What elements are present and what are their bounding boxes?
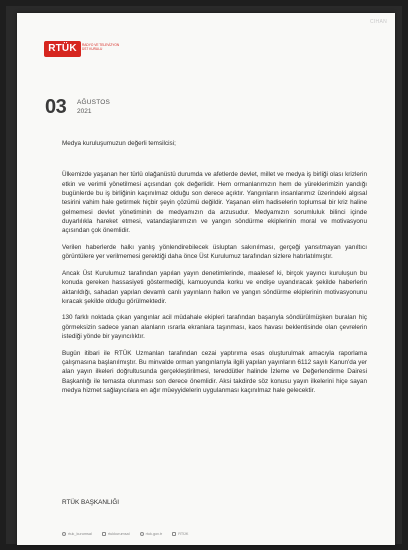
footer-youtube-text: RTÜK	[178, 532, 189, 536]
footer-youtube	[172, 532, 188, 536]
letter-page	[17, 13, 395, 545]
paragraph-2: Verilen haberlerde halkı yanlış yönlendirebilecek üsluptan sakınılması, gerçeği yansıtmayan yanıltıcı görüntülere yer verilmemesi gerektiği daha önce Üst Kurulumuz tarafından sizlere hatırlatılmıştır.	[62, 243, 367, 261]
footer-twitter-text: rtuk_kurumsal	[68, 532, 92, 536]
youtube-icon	[172, 532, 176, 536]
date-year: 2021	[77, 108, 92, 115]
date-day: 03	[45, 96, 67, 118]
rtuk-logo: RTÜK	[44, 41, 81, 57]
paragraph-3: Ancak Üst Kurulumuz tarafından yapılan yayın denetimlerinde, maalesef ki, birçok yayıncı kuruluşun bu konuda gereken hassasiyeti göstermediği, kamuoyunda korku ve endişe uyandıracak şekilde haberlerin aktarıldığı, sahadan yapılan devamlı canlı yayınların halkın ve yangın söndürme ekiplerinin motivasyonunu kıracak şekilde olduğu görülmektedir.	[62, 269, 367, 305]
salutation: Medya kuruluşumuzun değerli temsilcisi;	[62, 140, 176, 147]
footer-contacts	[62, 532, 188, 536]
document-viewer	[6, 6, 402, 544]
watermark: CIHAN	[369, 19, 387, 25]
footer-website	[140, 532, 163, 536]
instagram-icon	[102, 532, 106, 536]
letter-body	[62, 139, 367, 403]
twitter-icon	[62, 532, 66, 536]
date-month: AĞUSTOS	[77, 99, 111, 106]
logo-subtitle: RADYO VE TELEVİZYON ÜST KURULU	[82, 43, 120, 51]
footer-twitter	[62, 532, 92, 536]
paragraph-1: Ülkemizde yaşanan her türlü olağanüstü durumda ve afetlerde devlet, millet ve medya iş birliği olası krizlerin etkin ve verimli yönetilmesi açısından çok değerlidir. Hem ormanlarımızın hem de yüreklerimizin yandığı bugünlerde bu iş birliğinin kaçınılmaz olduğu son derece açıktır. Yangınların insanlarımız üzerindeki algısal tesirini vahim hale getirmek hiçbir şeyin çözümü değildir. Yaşanan elim hadiselerin toplumsal bir kriz haline gelmemesi devlet yönetiminin de medyamızın da arzusudur. Medyamızın sorumluluk bilinci içinde duyarlılıkla hareket etmesi, vatandaşlarımızın ve yangın söndürme ekiplerinin moral ve motivasyonu açısından çok önemlidir.	[62, 171, 367, 235]
footer-website-text: rtuk.gov.tr	[145, 532, 163, 536]
globe-icon	[140, 532, 144, 536]
paragraph-5: Bugün itibari ile RTÜK Uzmanları tarafından cezai yaptırıma esas oluşturulmak amacıyla raporlama çalışmasına başlanılmıştır. Bu minvalde orman yangınlarıyla ilgili yapılan yayınların 6112 sayılı Kanun'da yer alan yayın ilkeleri doğrultusunda gerçekleştirilmesi, tereddütler halinde İzleme ve Değerlendirme Dairesi Başkanlığı ile temasta olunması son derece önemlidir. Aksi takdirde söz konusu yayın ilkelerini hiçe sayan medya hizmet sağlayıcılara en ağır müeyyidelerin uygulanması kaçınılmaz hale gelecektir.	[62, 349, 367, 394]
paragraph-4: 130 farklı noktada çıkan yangınlar acil müdahale ekipleri tarafından başarıyla söndürülmüşken buraları hiç görmeksizin sadece yanan alanların ısrarla ekranlara taşınması, kaos havası beklentisinde olan çevrelerin istediği yönde bir yayıncılıktır.	[62, 314, 367, 341]
footer-instagram	[102, 532, 130, 536]
footer-instagram-text: rtukkurumsal	[107, 532, 130, 536]
signature: RTÜK BAŞKANLIĞI	[62, 499, 120, 506]
